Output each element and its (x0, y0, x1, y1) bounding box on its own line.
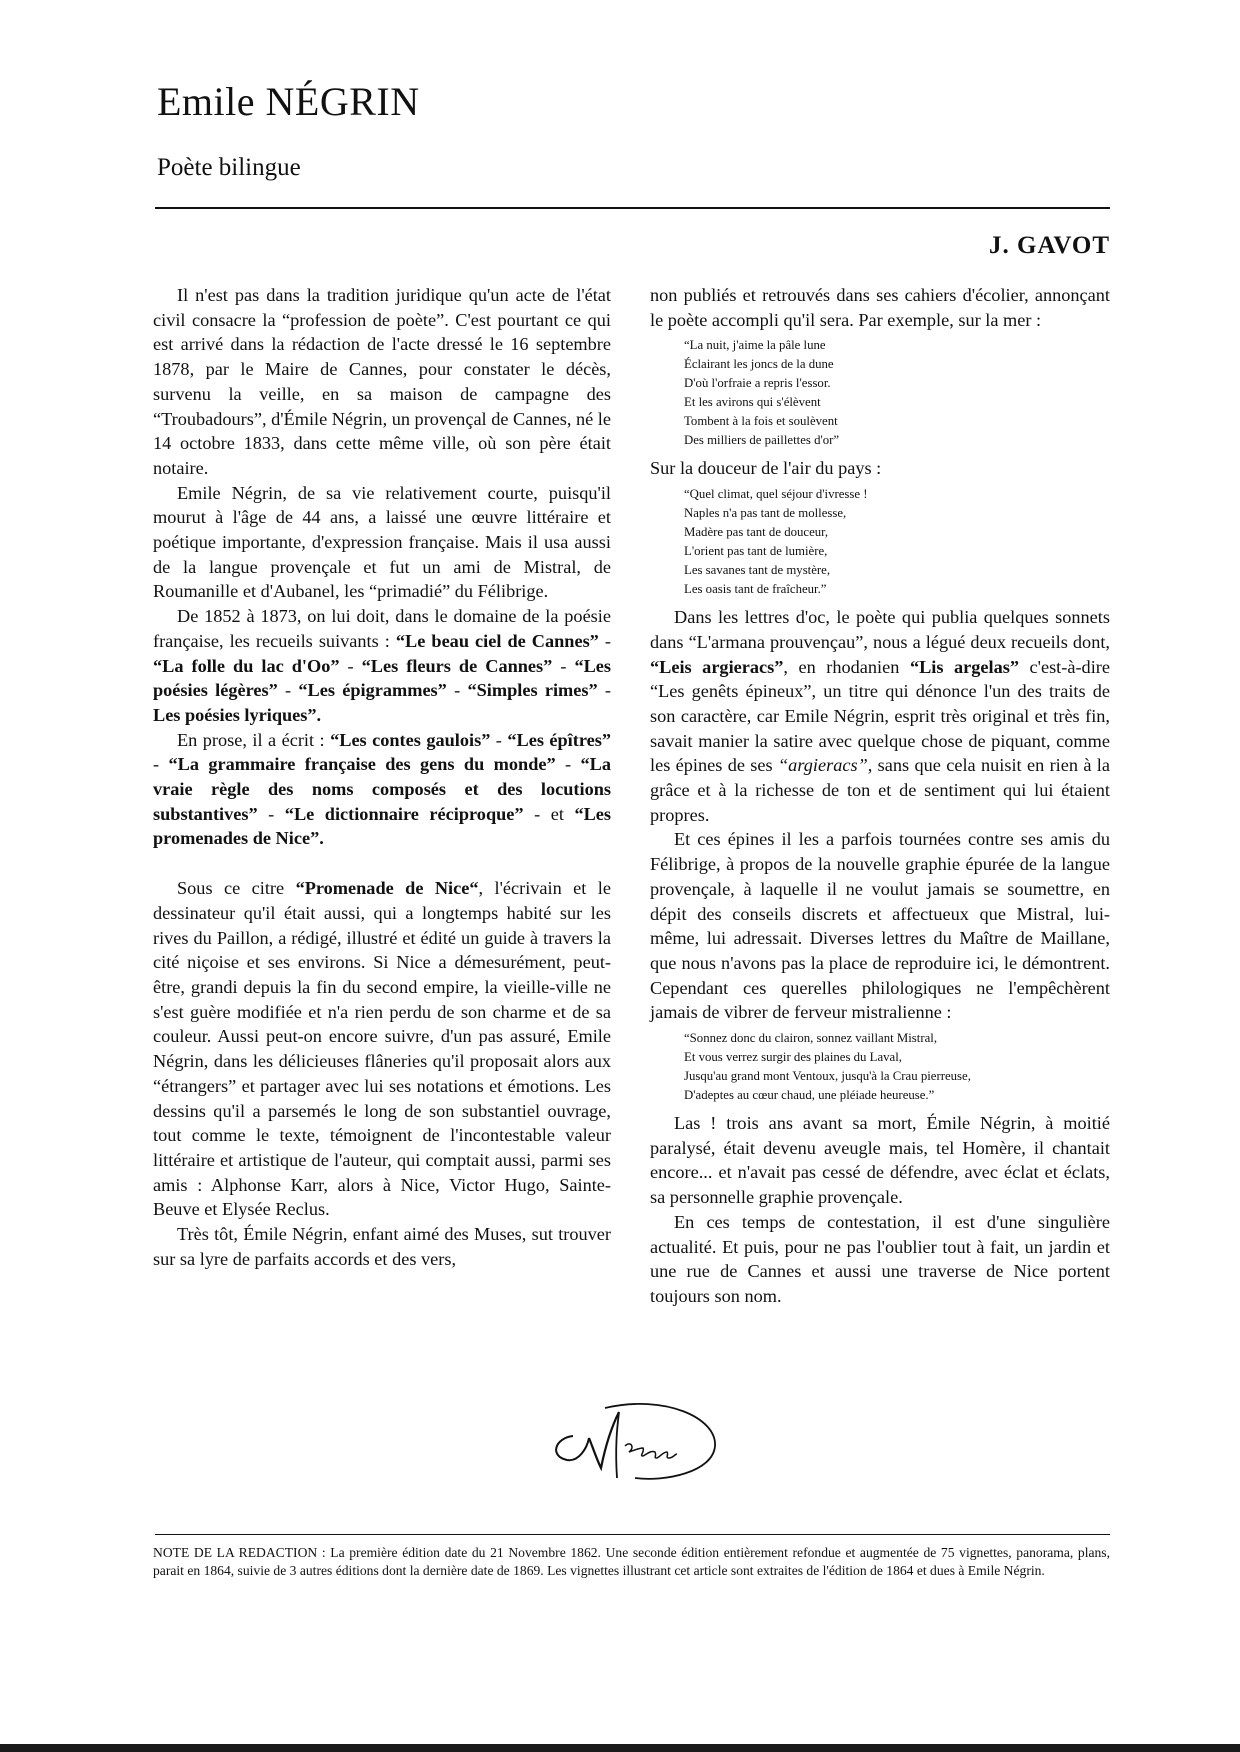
work-title: “Leis argieracs” (650, 656, 784, 677)
paragraph: Emile Négrin, de sa vie relativement courte, puisqu'il mourut à l'âge de 44 ans, a laissé une œuvre littéraire et poétique importante, d'expression française. Mais il usa aussi de la langue provençale et fut un ami de Mistral, de Roumanille et d'Aubanel, les “primadié” du Félibrige. (153, 482, 611, 602)
article-title: Emile NÉGRIN (157, 79, 420, 124)
signature-image (545, 1398, 720, 1483)
work-title: “La grammaire française des gens du monde” (168, 754, 556, 775)
work-title: “Les poésies légères” (153, 655, 611, 701)
poem-line: Naples n'a pas tant de mollesse, (684, 506, 847, 521)
poem-line: Et vous verrez surgir des plaines du Laval, (684, 1050, 902, 1065)
paragraph-works-prose: En prose, il a écrit : “Les contes gaulois” - “Les épîtres” - “La grammaire française des gens du monde” - “La vraie règle des noms composés et des locutions substantives” - “Le dictionnaire réciproque” - et “Les promenades de Nice”. (153, 729, 612, 849)
work-title: “Les épîtres” (507, 729, 612, 750)
poem-line: Jusqu'au grand mont Ventoux, jusqu'à la Crau pierreuse, (684, 1069, 971, 1084)
footnote-divider (155, 1534, 1110, 1535)
paragraph: Las ! trois ans avant sa mort, Émile Négrin, à moitié paralysé, était devenu aveugle mais, tel Homère, il chantait encore... et n'avait pas cessé de défendre, avec éclat et éclats, sa personnelle graphie provençale. (650, 1113, 1110, 1208)
article-subtitle: Poète bilingue (157, 154, 301, 181)
paragraph: Sur la douceur de l'air du pays : (650, 458, 882, 479)
poem-quote-mistral (684, 1029, 1110, 1105)
text-run: c'est-à-dire “Les genêts épineux”, un titre qui dénonce l'un des traits de son caractère, car Emile Négrin, esprit très original et très fin, savait manier la satire avec quelque chose de piquant, comme les épines de ses (650, 656, 1110, 776)
poem-line: Des milliers de paillettes d'or” (684, 433, 840, 448)
paragraph: Il n'est pas dans la tradition juridique qu'un acte de l'état civil consacre la “profession de poète”. C'est pourtant ce qui est arrivé dans la rédaction de l'acte dressé le 16 septembre 1878, par le Maire de Cannes, pour constater le décès, survenu la veille, en sa maison de campagne des “Troubadours”, d'Émile Négrin, un provençal de Cannes, né le 14 octobre 1833, dans cette même ville, où son père était notaire. (153, 285, 612, 478)
work-title: “La vraie règle des noms composés et des locutions substantives” (153, 754, 611, 824)
poem-line: “Sonnez donc du clairon, sonnez vaillant Mistral, (684, 1031, 938, 1046)
connector-text: et (550, 803, 564, 824)
work-title: “Les épigrammes” (298, 680, 447, 701)
poem-line: D'où l'orfraie a repris l'essor. (684, 376, 831, 391)
right-column (650, 283, 1110, 1309)
work-title: “La folle du lac d'Oo” (153, 655, 340, 676)
editorial-note: NOTE DE LA REDACTION : La première édition date du 21 Novembre 1862. Une seconde édition entièrement refondue et augmentée de 75 vignettes, panorama, plans, parait en 1864, suivie de 3 autres éditions dont la dernière date de 1869. Les vignettes illustrant cet article sont extraites de l'édition de 1864 et dues à Emile Négrin. (153, 1545, 1110, 1578)
work-title: “Lis argelas” (909, 656, 1019, 677)
poem-line: Madère pas tant de douceur, (684, 525, 829, 540)
work-title: “Les contes gaulois” (330, 729, 491, 750)
text-run: , sans que cela nuisit en rien à la grâce et à la richesse de ton et de sentiment qui lui étaient propres. (650, 755, 1110, 825)
italic-term: “argieracs” (778, 755, 868, 776)
work-title: “Le dictionnaire réciproque” (284, 803, 524, 824)
paragraph-works-poetry: De 1852 à 1873, on lui doit, dans le domaine de la poésie française, les recueils suivants : “Le beau ciel de Cannes” - “La folle du lac d'Oo” - “Les fleurs de Cannes” - “Les poésies légères” - “Les épigrammes” - “Simples rimes” - Les poésies lyriques”. (153, 606, 612, 725)
poem-quote-climate (684, 485, 1110, 599)
scan-edge (0, 1744, 1240, 1752)
poem-quote-sea (684, 336, 1110, 450)
poem-line: Tombent à la fois et soulèvent (684, 414, 838, 429)
text-run: , en rhodanien (783, 656, 900, 677)
paragraph: Et ces épines il les a parfois tournées contre ses amis du Félibrige, à propos de la nouvelle graphie épurée de la langue provençale, à laquelle il ne voulut jamais se soumettre, en dépit des conseils discrets et affectueux que Mistral, lui-même, lui adressait. Diverses lettres du Maître de Maillane, que nous n'avons pas la place de reproduire ici, le démontrent. Cependant ces querelles philologiques ne l'empêchèrent jamais de vibrer de ferveur mistralienne : (650, 829, 1110, 1023)
left-column (153, 283, 611, 1271)
poem-line: Les oasis tant de fraîcheur.” (684, 582, 827, 597)
paragraph-oc (650, 605, 1110, 827)
paragraph: non publiés et retrouvés dans ses cahiers d'écolier, annonçant le poète accompli qu'il sera. Par exemple, sur la mer : (650, 285, 1110, 330)
work-title: “Les promenades de Nice”. (153, 803, 612, 849)
paragraph-promenade (153, 876, 611, 1222)
text-run: , l'écrivain et le dessinateur qu'il était aussi, qui a longtemps habité sur les rives du Paillon, a rédigé, illustré et édité un guide à travers la cité niçoise et ses environs. Si Nice a démesurément, peut-être, grandi depuis la fin du second empire, la vieille-ville ne s'est guère modifiée et n'a rien perdu de son charme et de sa couleur. Aussi peut-on encore suivre, d'un pas assuré, Emile Négrin, dans les délicieuses flâneries qu'il proposait alors aux “étrangers” et partager avec lui ses notations et émotions. Les dessins qu'il a parsemés le long de son substantiel ouvrage, tout comme le texte, témoignent de l'incontestable valeur littéraire et artistique de l'auteur, qui comptait aussi, parmi ses amis : Alphonse Karr, alors à Nice, Victor Hugo, Sainte-Beuve et Elysée Reclus. (153, 878, 611, 1220)
article-author: J. GAVOT (989, 232, 1110, 259)
poem-line: Les savanes tant de mystère, (684, 563, 831, 578)
poem-line: D'adeptes au cœur chaud, une pléiade heureuse.” (684, 1088, 935, 1103)
text-run: Sous ce citre (177, 878, 285, 899)
poem-line: L'orient pas tant de lumière, (684, 544, 828, 559)
poem-line: “La nuit, j'aime la pâle lune (684, 338, 826, 353)
work-title: Les poésies lyriques”. (153, 704, 322, 725)
poem-line: “Quel climat, quel séjour d'ivresse ! (684, 487, 868, 502)
poem-line: Éclairant les joncs de la dune (684, 357, 834, 372)
paragraph-intro: En prose, il a écrit : (177, 729, 325, 750)
poem-line: Et les avirons qui s'élèvent (684, 395, 821, 410)
text-run: Dans les lettres d'oc, le poète qui publia quelques sonnets dans “L'armana prouvençau”, nous a légué deux recueils dont, (650, 607, 1110, 652)
work-title: “Simples rimes” (467, 680, 598, 701)
paragraph: Très tôt, Émile Négrin, enfant aimé des Muses, sut trouver sur sa lyre de parfaits accords et des vers, (153, 1224, 611, 1269)
work-title: “Les fleurs de Cannes” (361, 655, 553, 676)
work-title: “Promenade de Nice“ (295, 878, 479, 899)
work-title: “Le beau ciel de Cannes” (395, 630, 599, 651)
paragraph-intro: De 1852 à 1873, on lui doit, dans le domaine de la poésie française, les recueils suivants : (153, 606, 611, 651)
header-divider (155, 207, 1110, 209)
paragraph: En ces temps de contestation, il est d'une singulière actualité. Et puis, pour ne pas l'oublier tout à fait, un jardin et une rue de Cannes et aussi une traverse de Nice portent toujours son nom. (650, 1211, 1110, 1306)
